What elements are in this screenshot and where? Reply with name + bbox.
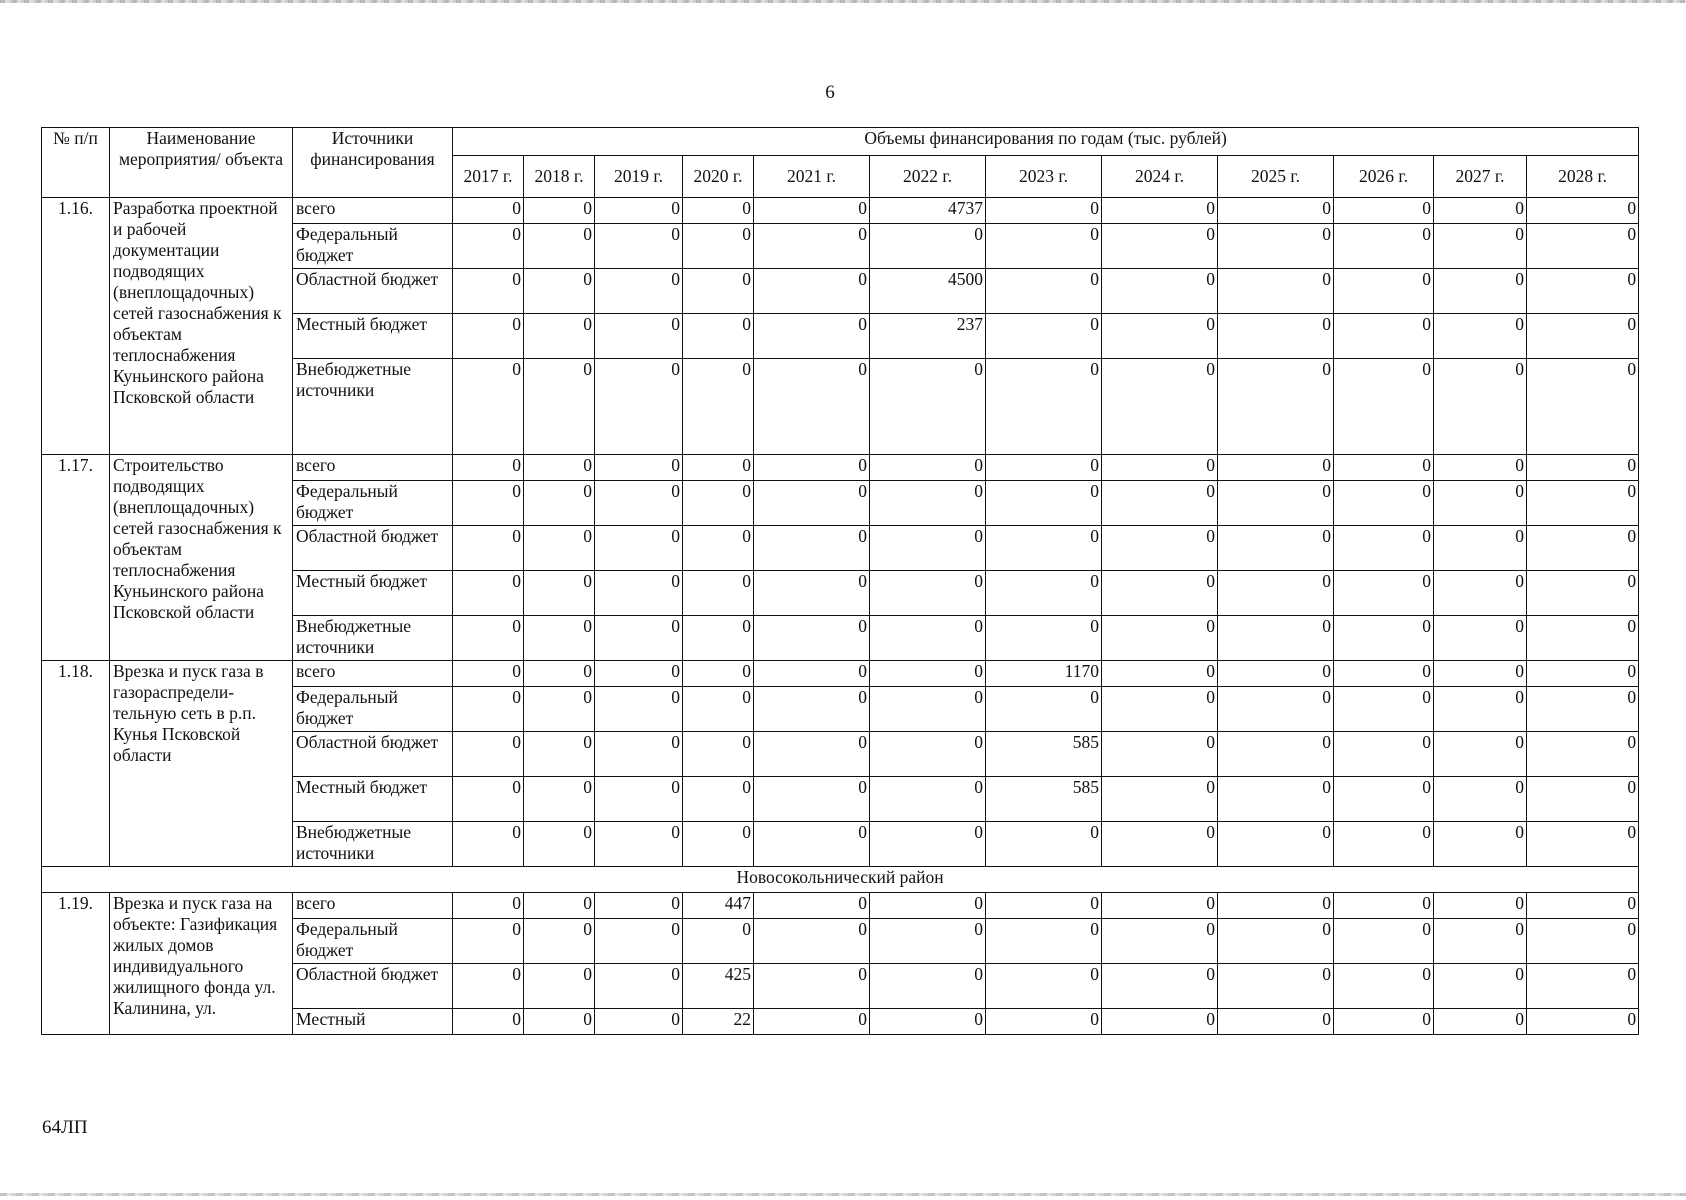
funding-value: 0 — [870, 687, 986, 732]
table-row — [42, 893, 1639, 919]
funding-value: 0 — [595, 198, 683, 224]
district-name: Новосокольнический район — [42, 867, 1639, 893]
funding-value: 0 — [1334, 964, 1434, 1009]
funding-value: 0 — [524, 571, 595, 616]
funding-value: 0 — [1218, 455, 1334, 481]
funding-value: 0 — [1527, 964, 1639, 1009]
funding-value: 0 — [1334, 526, 1434, 571]
funding-value: 0 — [453, 893, 524, 919]
funding-value: 0 — [1218, 481, 1334, 526]
funding-value: 0 — [1334, 661, 1434, 687]
funding-value: 0 — [1218, 1009, 1334, 1035]
funding-value: 0 — [683, 919, 754, 964]
funding-value: 0 — [595, 893, 683, 919]
funding-value: 0 — [524, 616, 595, 661]
funding-value: 0 — [1334, 777, 1434, 822]
funding-value: 0 — [524, 661, 595, 687]
funding-value: 0 — [683, 526, 754, 571]
funding-value: 0 — [595, 964, 683, 1009]
funding-value: 0 — [453, 481, 524, 526]
funding-value: 0 — [1218, 964, 1334, 1009]
funding-value: 0 — [524, 314, 595, 359]
funding-value: 0 — [453, 919, 524, 964]
funding-value: 0 — [870, 571, 986, 616]
funding-value: 0 — [870, 732, 986, 777]
funding-value: 0 — [754, 481, 870, 526]
funding-value: 0 — [524, 1009, 595, 1035]
header-number: № п/п — [42, 128, 110, 198]
funding-source: Областной бюджет — [293, 526, 453, 571]
funding-value: 0 — [1218, 224, 1334, 269]
funding-source: Внебюджетные источники — [293, 359, 453, 455]
funding-value: 22 — [683, 1009, 754, 1035]
funding-source: Внебюджетные источники — [293, 616, 453, 661]
funding-value: 0 — [1218, 919, 1334, 964]
funding-value: 0 — [1102, 198, 1218, 224]
funding-value: 0 — [1527, 777, 1639, 822]
funding-value: 0 — [453, 687, 524, 732]
funding-value: 0 — [683, 822, 754, 867]
funding-value: 0 — [524, 198, 595, 224]
funding-value: 0 — [870, 777, 986, 822]
funding-value: 0 — [1102, 455, 1218, 481]
funding-value: 0 — [1434, 616, 1527, 661]
header-year: 2026 г. — [1334, 156, 1434, 198]
item-name: Врезка и пуск газа на объекте: Газификация жилых домов индивидуального жилищного фонда ул. Калинина, ул. — [110, 893, 293, 1035]
funding-value: 0 — [1334, 822, 1434, 867]
funding-value: 0 — [524, 359, 595, 455]
funding-value: 0 — [595, 661, 683, 687]
header-year: 2017 г. — [453, 156, 524, 198]
funding-value: 0 — [1334, 481, 1434, 526]
funding-value: 0 — [986, 224, 1102, 269]
funding-value: 4500 — [870, 269, 986, 314]
funding-value: 0 — [1434, 571, 1527, 616]
funding-value: 585 — [986, 732, 1102, 777]
funding-source: Местный — [293, 1009, 453, 1035]
item-number: 1.18. — [42, 661, 110, 867]
funding-value: 0 — [1527, 893, 1639, 919]
funding-value: 0 — [1102, 526, 1218, 571]
funding-value: 0 — [453, 616, 524, 661]
funding-value: 0 — [986, 919, 1102, 964]
header-name: Наименование мероприятия/ объекта — [110, 128, 293, 198]
funding-value: 0 — [1434, 314, 1527, 359]
header-year: 2019 г. — [595, 156, 683, 198]
funding-value: 0 — [1102, 314, 1218, 359]
item-number: 1.16. — [42, 198, 110, 455]
funding-value: 585 — [986, 777, 1102, 822]
funding-value: 0 — [595, 455, 683, 481]
funding-value: 0 — [1334, 1009, 1434, 1035]
funding-value: 0 — [1334, 571, 1434, 616]
funding-source: Внебюджетные источники — [293, 822, 453, 867]
funding-value: 0 — [1334, 198, 1434, 224]
funding-value: 0 — [1434, 198, 1527, 224]
funding-value: 0 — [1434, 732, 1527, 777]
funding-value: 0 — [1434, 1009, 1527, 1035]
funding-value: 0 — [524, 964, 595, 1009]
funding-value: 0 — [870, 616, 986, 661]
funding-value: 0 — [595, 359, 683, 455]
funding-value: 0 — [1527, 224, 1639, 269]
funding-value: 0 — [754, 661, 870, 687]
funding-value: 0 — [524, 822, 595, 867]
funding-value: 0 — [683, 687, 754, 732]
funding-value: 0 — [870, 455, 986, 481]
funding-value: 0 — [453, 198, 524, 224]
item-name: Разработка проектной и рабочей документации подводящих (внеплощадочных) сетей газоснабжения к объектам теплоснабжения Куньинского района Псковской области — [110, 198, 293, 455]
funding-value: 0 — [986, 571, 1102, 616]
funding-value: 447 — [683, 893, 754, 919]
funding-value: 0 — [870, 481, 986, 526]
funding-value: 0 — [453, 224, 524, 269]
funding-value: 0 — [754, 571, 870, 616]
funding-value: 0 — [683, 732, 754, 777]
funding-value: 0 — [754, 687, 870, 732]
funding-value: 0 — [683, 481, 754, 526]
funding-value: 0 — [1527, 687, 1639, 732]
funding-value: 0 — [453, 1009, 524, 1035]
funding-value: 0 — [754, 269, 870, 314]
funding-value: 0 — [1527, 314, 1639, 359]
funding-value: 0 — [870, 661, 986, 687]
header-row-1 — [42, 128, 1639, 156]
funding-value: 237 — [870, 314, 986, 359]
funding-value: 0 — [1102, 687, 1218, 732]
funding-value: 0 — [986, 1009, 1102, 1035]
funding-value: 0 — [754, 314, 870, 359]
funding-value: 0 — [1334, 919, 1434, 964]
funding-source: Местный бюджет — [293, 777, 453, 822]
funding-value: 0 — [754, 198, 870, 224]
funding-value: 0 — [1334, 616, 1434, 661]
funding-value: 0 — [1102, 1009, 1218, 1035]
funding-value: 0 — [683, 224, 754, 269]
funding-value: 1170 — [986, 661, 1102, 687]
funding-value: 0 — [595, 314, 683, 359]
funding-value: 0 — [524, 481, 595, 526]
funding-value: 0 — [1527, 526, 1639, 571]
funding-source: Федеральный бюджет — [293, 224, 453, 269]
funding-value: 0 — [1102, 893, 1218, 919]
funding-value: 4737 — [870, 198, 986, 224]
funding-value: 0 — [1102, 964, 1218, 1009]
funding-value: 0 — [683, 616, 754, 661]
funding-value: 0 — [1218, 314, 1334, 359]
funding-value: 0 — [524, 224, 595, 269]
funding-value: 0 — [595, 1009, 683, 1035]
funding-value: 0 — [1527, 481, 1639, 526]
funding-value: 0 — [595, 481, 683, 526]
funding-source: Местный бюджет — [293, 571, 453, 616]
funding-value: 0 — [1434, 822, 1527, 867]
funding-value: 0 — [986, 687, 1102, 732]
funding-value: 0 — [595, 919, 683, 964]
funding-value: 0 — [595, 732, 683, 777]
funding-value: 0 — [1102, 616, 1218, 661]
header-year: 2018 г. — [524, 156, 595, 198]
funding-value: 0 — [1218, 526, 1334, 571]
funding-value: 0 — [1218, 198, 1334, 224]
funding-value: 0 — [986, 964, 1102, 1009]
funding-value: 0 — [453, 314, 524, 359]
funding-value: 0 — [524, 893, 595, 919]
funding-value: 0 — [1218, 732, 1334, 777]
funding-value: 0 — [683, 359, 754, 455]
funding-value: 0 — [453, 526, 524, 571]
funding-value: 0 — [595, 526, 683, 571]
funding-source: всего — [293, 661, 453, 687]
item-name: Врезка и пуск газа в газораспредели-тельную сеть в р.п. Кунья Псковской области — [110, 661, 293, 867]
funding-value: 0 — [453, 964, 524, 1009]
funding-value: 0 — [453, 822, 524, 867]
funding-value: 0 — [1527, 919, 1639, 964]
header-year: 2028 г. — [1527, 156, 1639, 198]
funding-source: Федеральный бюджет — [293, 919, 453, 964]
funding-value: 0 — [754, 919, 870, 964]
funding-source: Федеральный бюджет — [293, 687, 453, 732]
funding-value: 0 — [524, 687, 595, 732]
funding-value: 0 — [986, 314, 1102, 359]
funding-value: 0 — [1218, 661, 1334, 687]
funding-value: 0 — [1527, 1009, 1639, 1035]
funding-value: 0 — [1527, 269, 1639, 314]
funding-value: 0 — [1218, 269, 1334, 314]
funding-value: 0 — [870, 893, 986, 919]
funding-value: 0 — [1434, 893, 1527, 919]
funding-value: 0 — [1434, 359, 1527, 455]
funding-value: 0 — [754, 1009, 870, 1035]
funding-value: 0 — [1102, 481, 1218, 526]
funding-value: 0 — [754, 616, 870, 661]
funding-value: 0 — [1102, 822, 1218, 867]
funding-value: 0 — [524, 526, 595, 571]
funding-value: 0 — [754, 526, 870, 571]
funding-value: 0 — [1102, 777, 1218, 822]
header-year: 2027 г. — [1434, 156, 1527, 198]
funding-value: 0 — [1527, 198, 1639, 224]
funding-value: 0 — [870, 526, 986, 571]
table-row — [42, 455, 1639, 481]
funding-value: 0 — [1527, 455, 1639, 481]
funding-value: 0 — [1434, 919, 1527, 964]
funding-value: 0 — [595, 269, 683, 314]
funding-value: 0 — [1218, 571, 1334, 616]
funding-source: Областной бюджет — [293, 964, 453, 1009]
funding-value: 0 — [1334, 269, 1434, 314]
funding-value: 0 — [986, 481, 1102, 526]
funding-value: 0 — [683, 571, 754, 616]
item-number: 1.19. — [42, 893, 110, 1035]
scan-edge-top — [0, 0, 1686, 3]
item-number: 1.17. — [42, 455, 110, 661]
funding-value: 0 — [1527, 571, 1639, 616]
funding-value: 0 — [1102, 661, 1218, 687]
funding-value: 0 — [683, 661, 754, 687]
funding-value: 0 — [754, 359, 870, 455]
funding-value: 0 — [986, 198, 1102, 224]
funding-value: 0 — [683, 455, 754, 481]
funding-source: Областной бюджет — [293, 269, 453, 314]
header-year: 2023 г. — [986, 156, 1102, 198]
header-year: 2020 г. — [683, 156, 754, 198]
funding-value: 0 — [754, 822, 870, 867]
header-sources: Источники финансирования — [293, 128, 453, 198]
funding-value: 0 — [1218, 687, 1334, 732]
funding-value: 0 — [524, 919, 595, 964]
funding-value: 0 — [1527, 616, 1639, 661]
funding-value: 0 — [1434, 526, 1527, 571]
funding-value: 0 — [1527, 822, 1639, 867]
funding-value: 0 — [595, 777, 683, 822]
funding-value: 0 — [595, 822, 683, 867]
funding-value: 0 — [1527, 661, 1639, 687]
funding-value: 0 — [870, 359, 986, 455]
funding-value: 0 — [683, 198, 754, 224]
funding-value: 0 — [870, 822, 986, 867]
funding-value: 0 — [986, 526, 1102, 571]
funding-value: 0 — [1434, 661, 1527, 687]
funding-value: 0 — [524, 455, 595, 481]
funding-value: 0 — [595, 571, 683, 616]
funding-value: 0 — [754, 777, 870, 822]
funding-value: 0 — [1218, 893, 1334, 919]
funding-value: 0 — [1434, 687, 1527, 732]
funding-value: 0 — [754, 732, 870, 777]
funding-value: 0 — [453, 455, 524, 481]
funding-value: 0 — [453, 661, 524, 687]
header-year: 2025 г. — [1218, 156, 1334, 198]
funding-value: 0 — [1102, 571, 1218, 616]
funding-value: 0 — [870, 964, 986, 1009]
header-volumes: Объемы финансирования по годам (тыс. рублей) — [453, 128, 1639, 156]
funding-value: 0 — [453, 359, 524, 455]
funding-value: 0 — [453, 571, 524, 616]
funding-value: 0 — [986, 455, 1102, 481]
table-row — [42, 198, 1639, 224]
header-year: 2024 г. — [1102, 156, 1218, 198]
funding-source: Федеральный бюджет — [293, 481, 453, 526]
header-year: 2021 г. — [754, 156, 870, 198]
financing-table — [41, 127, 1639, 1035]
page-number: 6 — [825, 82, 835, 103]
funding-value: 0 — [870, 1009, 986, 1035]
funding-value: 0 — [595, 616, 683, 661]
funding-value: 0 — [595, 224, 683, 269]
funding-value: 0 — [1334, 893, 1434, 919]
funding-value: 0 — [1218, 359, 1334, 455]
funding-value: 0 — [1102, 732, 1218, 777]
funding-value: 0 — [1334, 687, 1434, 732]
funding-value: 0 — [1434, 224, 1527, 269]
funding-value: 0 — [1527, 732, 1639, 777]
funding-value: 0 — [453, 732, 524, 777]
funding-source: Областной бюджет — [293, 732, 453, 777]
funding-value: 0 — [524, 269, 595, 314]
funding-value: 0 — [1434, 455, 1527, 481]
funding-value: 0 — [683, 777, 754, 822]
funding-source: всего — [293, 893, 453, 919]
funding-value: 0 — [1102, 269, 1218, 314]
funding-value: 0 — [986, 822, 1102, 867]
funding-value: 0 — [1218, 777, 1334, 822]
funding-value: 0 — [1102, 224, 1218, 269]
funding-value: 0 — [1218, 822, 1334, 867]
funding-source: Местный бюджет — [293, 314, 453, 359]
item-name: Строительство подводящих (внеплощадочных) сетей газоснабжения к объектам теплоснабжения Куньинского района Псковской области — [110, 455, 293, 661]
table-row — [42, 661, 1639, 687]
funding-value: 0 — [524, 732, 595, 777]
funding-source: всего — [293, 455, 453, 481]
document-code: 64ЛП — [42, 1117, 88, 1138]
funding-value: 0 — [453, 269, 524, 314]
funding-value: 0 — [1102, 359, 1218, 455]
funding-value: 0 — [683, 314, 754, 359]
funding-value: 0 — [754, 964, 870, 1009]
funding-value: 0 — [1434, 481, 1527, 526]
scan-edge-bottom — [0, 1193, 1686, 1196]
funding-value: 0 — [1334, 314, 1434, 359]
funding-value: 0 — [986, 616, 1102, 661]
funding-value: 0 — [595, 687, 683, 732]
funding-value: 0 — [754, 893, 870, 919]
header-year: 2022 г. — [870, 156, 986, 198]
funding-value: 0 — [1218, 616, 1334, 661]
funding-value: 0 — [1334, 224, 1434, 269]
funding-value: 0 — [1434, 777, 1527, 822]
funding-value: 0 — [1102, 919, 1218, 964]
funding-value: 0 — [1434, 964, 1527, 1009]
funding-value: 0 — [1434, 269, 1527, 314]
funding-value: 0 — [1334, 732, 1434, 777]
funding-source: всего — [293, 198, 453, 224]
funding-value: 425 — [683, 964, 754, 1009]
funding-value: 0 — [986, 893, 1102, 919]
funding-value: 0 — [683, 269, 754, 314]
funding-value: 0 — [870, 919, 986, 964]
funding-value: 0 — [986, 359, 1102, 455]
funding-value: 0 — [453, 777, 524, 822]
funding-value: 0 — [524, 777, 595, 822]
funding-value: 0 — [986, 269, 1102, 314]
funding-value: 0 — [1334, 359, 1434, 455]
funding-value: 0 — [1334, 455, 1434, 481]
funding-value: 0 — [754, 455, 870, 481]
funding-value: 0 — [754, 224, 870, 269]
funding-value: 0 — [870, 224, 986, 269]
district-row — [42, 867, 1639, 893]
funding-value: 0 — [1527, 359, 1639, 455]
